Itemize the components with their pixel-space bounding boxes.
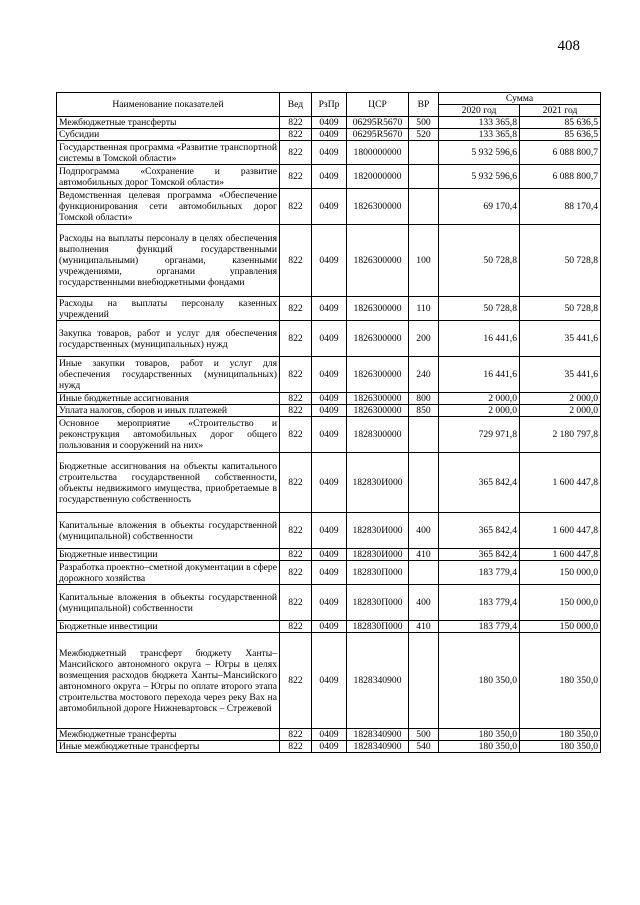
cell-ved: 822 [280,405,312,417]
table-row [57,393,601,405]
table-row [57,417,601,453]
cell-ved: 822 [280,141,312,165]
cell-csr: 182830И000 [347,549,409,561]
cell-rzpr: 0409 [312,549,347,561]
cell-y2021: 85 636,5 [520,117,601,129]
table-row [57,321,601,357]
table-row [57,453,601,513]
cell-vr [409,453,439,513]
cell-rzpr: 0409 [312,141,347,165]
cell-rzpr: 0409 [312,357,347,393]
cell-vr [409,165,439,189]
table-body [57,117,601,753]
cell-vr: 110 [409,297,439,321]
table-row [57,513,601,549]
cell-csr: 182830П000 [347,621,409,633]
cell-vr: 400 [409,585,439,621]
cell-vr: 520 [409,129,439,141]
table-row [57,405,601,417]
cell-ved: 822 [280,561,312,585]
cell-ved: 822 [280,357,312,393]
cell-vr [409,417,439,453]
table-row [57,585,601,621]
cell-rzpr: 0409 [312,621,347,633]
cell-name: Иные закупки товаров, работ и услуг для обеспечения государственных (муниципальных) нужд [57,357,280,393]
header-vr: ВР [409,93,439,117]
cell-y2020: 180 350,0 [439,741,520,753]
cell-name: Расходы на выплаты персоналу в целях обеспечения выполнения функций государственными (муниципальными) органами, казенными учреждениями, органами управления государственными внебюджетными фондами [57,225,280,297]
cell-y2020: 5 932 596,6 [439,165,520,189]
cell-rzpr: 0409 [312,513,347,549]
cell-csr: 1826300000 [347,393,409,405]
cell-y2020: 16 441,6 [439,357,520,393]
cell-y2021: 6 088 800,7 [520,165,601,189]
cell-ved: 822 [280,189,312,225]
cell-csr: 182830П000 [347,561,409,585]
cell-csr: 182830П000 [347,585,409,621]
cell-ved: 822 [280,393,312,405]
table-row [57,297,601,321]
cell-name: Межбюджетные трансферты [57,729,280,741]
cell-vr: 500 [409,729,439,741]
cell-vr: 800 [409,393,439,405]
cell-y2020: 16 441,6 [439,321,520,357]
cell-y2021: 50 728,8 [520,297,601,321]
table-row [57,633,601,729]
cell-name: Бюджетные ассигнования на объекты капитального строительства государственной собственности, объекты недвижимого имущества, приобретаемые в государственную собственность [57,453,280,513]
cell-vr: 410 [409,621,439,633]
cell-vr: 500 [409,117,439,129]
cell-y2021: 1 600 447,8 [520,549,601,561]
cell-ved: 822 [280,729,312,741]
cell-rzpr: 0409 [312,297,347,321]
header-rzpr: РзПр [312,93,347,117]
cell-csr: 1826300000 [347,189,409,225]
cell-ved: 822 [280,297,312,321]
cell-rzpr: 0409 [312,633,347,729]
cell-csr: 1828340900 [347,729,409,741]
cell-ved: 822 [280,549,312,561]
cell-y2020: 180 350,0 [439,633,520,729]
cell-ved: 822 [280,321,312,357]
cell-rzpr: 0409 [312,405,347,417]
cell-y2020: 5 932 596,6 [439,141,520,165]
cell-vr: 850 [409,405,439,417]
cell-rzpr: 0409 [312,189,347,225]
cell-rzpr: 0409 [312,729,347,741]
cell-ved: 822 [280,129,312,141]
cell-csr: 06295R5670 [347,129,409,141]
cell-y2021: 180 350,0 [520,633,601,729]
cell-y2021: 1 600 447,8 [520,513,601,549]
cell-rzpr: 0409 [312,585,347,621]
cell-csr: 1826300000 [347,357,409,393]
cell-ved: 822 [280,117,312,129]
cell-name: Межбюджетные трансферты [57,117,280,129]
cell-y2020: 183 779,4 [439,585,520,621]
cell-y2020: 2 000,0 [439,393,520,405]
cell-csr: 1820000000 [347,165,409,189]
cell-vr: 410 [409,549,439,561]
cell-csr: 1800000000 [347,141,409,165]
table-row [57,621,601,633]
cell-y2021: 180 350,0 [520,741,601,753]
cell-y2021: 35 441,6 [520,357,601,393]
cell-y2020: 365 842,4 [439,453,520,513]
cell-y2021: 150 000,0 [520,561,601,585]
cell-ved: 822 [280,453,312,513]
cell-name: Межбюджетный трансферт бюджету Ханты–Мансийского автономного округа – Югры в целях возмещения расходов бюджета Ханты–Мансийского автономного округа – Югры по оплате второго этапа строительства мостового перехода через реку Вах на автомобильной дороге Нижневартовск – Стрежевой [57,633,280,729]
header-2020: 2020 год [439,105,520,117]
cell-y2020: 50 728,8 [439,297,520,321]
cell-y2021: 2 000,0 [520,393,601,405]
cell-y2021: 85 636,5 [520,129,601,141]
cell-ved: 822 [280,225,312,297]
cell-y2020: 183 779,4 [439,621,520,633]
cell-rzpr: 0409 [312,393,347,405]
cell-y2021: 35 441,6 [520,321,601,357]
table-row [57,141,601,165]
cell-vr: 540 [409,741,439,753]
cell-y2021: 150 000,0 [520,585,601,621]
cell-name: Разработка проектно–сметной документации в сфере дорожного хозяйства [57,561,280,585]
cell-name: Капитальные вложения в объекты государственной (муниципальной) собственности [57,513,280,549]
cell-rzpr: 0409 [312,453,347,513]
cell-csr: 1826300000 [347,225,409,297]
cell-y2021: 180 350,0 [520,729,601,741]
cell-name: Бюджетные инвестиции [57,621,280,633]
cell-rzpr: 0409 [312,129,347,141]
cell-vr: 240 [409,357,439,393]
cell-rzpr: 0409 [312,225,347,297]
cell-name: Основное мероприятие «Строительство и реконструкция автомобильных дорог общего пользования и сооружений на них» [57,417,280,453]
table-row [57,129,601,141]
cell-csr: 182830И000 [347,513,409,549]
table-row [57,189,601,225]
cell-csr: 1826300000 [347,321,409,357]
cell-y2020: 365 842,4 [439,549,520,561]
table-row [57,225,601,297]
cell-ved: 822 [280,585,312,621]
cell-name: Закупка товаров, работ и услуг для обеспечения государственных (муниципальных) нужд [57,321,280,357]
cell-name: Государственная программа «Развитие транспортной системы в Томской области» [57,141,280,165]
cell-name: Капитальные вложения в объекты государственной (муниципальной) собственности [57,585,280,621]
cell-ved: 822 [280,165,312,189]
cell-csr: 06295R5670 [347,117,409,129]
cell-csr: 1828340900 [347,633,409,729]
header-sum: Сумма [439,93,601,105]
cell-y2021: 88 170,4 [520,189,601,225]
cell-y2021: 2 000,0 [520,405,601,417]
cell-name: Уплата налогов, сборов и иных платежей [57,405,280,417]
cell-ved: 822 [280,741,312,753]
cell-name: Расходы на выплаты персоналу казенных учреждений [57,297,280,321]
page-number: 408 [557,38,580,54]
cell-name: Субсидии [57,129,280,141]
cell-name: Иные межбюджетные трансферты [57,741,280,753]
cell-rzpr: 0409 [312,321,347,357]
cell-ved: 822 [280,417,312,453]
cell-y2020: 50 728,8 [439,225,520,297]
cell-rzpr: 0409 [312,165,347,189]
cell-y2020: 2 000,0 [439,405,520,417]
cell-csr: 1826300000 [347,297,409,321]
cell-name: Подпрограмма «Сохранение и развитие автомобильных дорог Томской области» [57,165,280,189]
header-ved: Вед [280,93,312,117]
cell-rzpr: 0409 [312,561,347,585]
header-name: Наименование показателей [57,93,280,117]
table-row [57,561,601,585]
cell-ved: 822 [280,621,312,633]
cell-ved: 822 [280,513,312,549]
cell-rzpr: 0409 [312,117,347,129]
cell-y2021: 2 180 797,8 [520,417,601,453]
cell-y2020: 183 779,4 [439,561,520,585]
table-row [57,165,601,189]
table-row [57,357,601,393]
cell-vr [409,189,439,225]
table-row [57,117,601,129]
cell-y2020: 69 170,4 [439,189,520,225]
cell-vr [409,141,439,165]
header-2021: 2021 год [520,105,601,117]
cell-name: Ведомственная целевая программа «Обеспечение функционирования сети автомобильных дорог Томской области» [57,189,280,225]
cell-y2021: 1 600 447,8 [520,453,601,513]
cell-y2020: 729 971,8 [439,417,520,453]
cell-name: Иные бюджетные ассигнования [57,393,280,405]
cell-y2020: 180 350,0 [439,729,520,741]
cell-vr [409,633,439,729]
table-row [57,741,601,753]
cell-y2021: 50 728,8 [520,225,601,297]
cell-y2020: 365 842,4 [439,513,520,549]
budget-table [56,92,601,753]
cell-y2021: 6 088 800,7 [520,141,601,165]
cell-vr: 200 [409,321,439,357]
cell-y2020: 133 365,8 [439,129,520,141]
cell-csr: 182830И000 [347,453,409,513]
cell-y2020: 133 365,8 [439,117,520,129]
cell-rzpr: 0409 [312,417,347,453]
cell-y2021: 150 000,0 [520,621,601,633]
table-row [57,549,601,561]
cell-vr: 100 [409,225,439,297]
table-row [57,729,601,741]
cell-csr: 1828340900 [347,741,409,753]
cell-name: Бюджетные инвестиции [57,549,280,561]
header-csr: ЦСР [347,93,409,117]
cell-csr: 1828300000 [347,417,409,453]
cell-vr: 400 [409,513,439,549]
cell-ved: 822 [280,633,312,729]
cell-vr [409,561,439,585]
cell-csr: 1826300000 [347,405,409,417]
cell-rzpr: 0409 [312,741,347,753]
